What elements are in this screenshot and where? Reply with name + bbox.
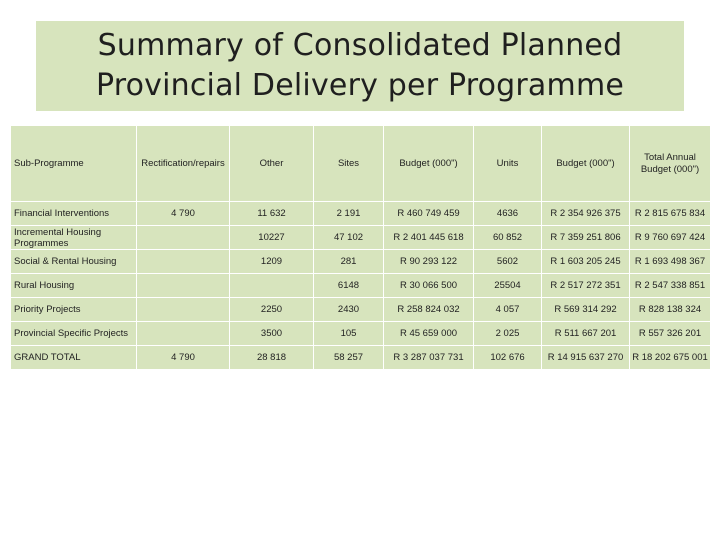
row-label: Rural Housing [11, 274, 137, 298]
cell-sites: 58 257 [314, 346, 384, 370]
cell-sites: 2430 [314, 298, 384, 322]
row-label: Incremental Housing Programmes [11, 226, 137, 250]
cell-other: 11 632 [230, 202, 314, 226]
header-total-annual-budget: Total Annual Budget (000") [630, 126, 711, 202]
slide-title-line-1: Summary of Consolidated Planned [97, 28, 623, 63]
cell-units-budget: R 14 915 637 270 [542, 346, 630, 370]
cell-other: 2250 [230, 298, 314, 322]
cell-sites-budget: R 45 659 000 [384, 322, 474, 346]
cell-rectification [137, 250, 230, 274]
cell-units: 60 852 [474, 226, 542, 250]
cell-rectification [137, 322, 230, 346]
programme-summary-table [10, 125, 711, 370]
slide-title-line-2: Provincial Delivery per Programme [95, 68, 625, 103]
cell-total-budget: R 828 138 324 [630, 298, 711, 322]
row-label: Provincial Specific Projects [11, 322, 137, 346]
cell-total-budget: R 18 202 675 001 [630, 346, 711, 370]
table-row [11, 322, 711, 346]
cell-sites: 6148 [314, 274, 384, 298]
cell-other: 3500 [230, 322, 314, 346]
header-units-budget: Budget (000") [542, 126, 630, 202]
cell-sites-budget: R 258 824 032 [384, 298, 474, 322]
cell-sites: 47 102 [314, 226, 384, 250]
cell-sites: 2 191 [314, 202, 384, 226]
row-label: Financial Interventions [11, 202, 137, 226]
cell-other [230, 274, 314, 298]
header-sub-programme: Sub-Programme [11, 126, 137, 202]
header-sites: Sites [314, 126, 384, 202]
cell-units-budget: R 569 314 292 [542, 298, 630, 322]
cell-units: 102 676 [474, 346, 542, 370]
cell-sites: 105 [314, 322, 384, 346]
table-row [11, 298, 711, 322]
table-header-row [11, 126, 711, 202]
cell-other: 10227 [230, 226, 314, 250]
cell-rectification [137, 274, 230, 298]
cell-units: 5602 [474, 250, 542, 274]
cell-total-budget: R 2 547 338 851 [630, 274, 711, 298]
cell-rectification [137, 298, 230, 322]
header-units: Units [474, 126, 542, 202]
cell-units: 2 025 [474, 322, 542, 346]
slide-title-box [36, 21, 684, 111]
cell-total-budget: R 557 326 201 [630, 322, 711, 346]
cell-rectification: 4 790 [137, 202, 230, 226]
cell-sites-budget: R 460 749 459 [384, 202, 474, 226]
cell-sites-budget: R 2 401 445 618 [384, 226, 474, 250]
table-row [11, 202, 711, 226]
cell-units: 4 057 [474, 298, 542, 322]
cell-rectification [137, 226, 230, 250]
cell-sites-budget: R 3 287 037 731 [384, 346, 474, 370]
row-label: Priority Projects [11, 298, 137, 322]
cell-units-budget: R 511 667 201 [542, 322, 630, 346]
cell-units-budget: R 2 354 926 375 [542, 202, 630, 226]
cell-other: 28 818 [230, 346, 314, 370]
cell-units-budget: R 1 603 205 245 [542, 250, 630, 274]
cell-total-budget: R 9 760 697 424 [630, 226, 711, 250]
header-sites-budget: Budget (000") [384, 126, 474, 202]
cell-units-budget: R 7 359 251 806 [542, 226, 630, 250]
cell-units-budget: R 2 517 272 351 [542, 274, 630, 298]
row-label: Social & Rental Housing [11, 250, 137, 274]
cell-total-budget: R 1 693 498 367 [630, 250, 711, 274]
row-label: GRAND TOTAL [11, 346, 137, 370]
cell-sites: 281 [314, 250, 384, 274]
table-row [11, 226, 711, 250]
table-row [11, 274, 711, 298]
cell-units: 25504 [474, 274, 542, 298]
cell-rectification: 4 790 [137, 346, 230, 370]
cell-sites-budget: R 90 293 122 [384, 250, 474, 274]
cell-sites-budget: R 30 066 500 [384, 274, 474, 298]
table-row [11, 250, 711, 274]
cell-total-budget: R 2 815 675 834 [630, 202, 711, 226]
cell-units: 4636 [474, 202, 542, 226]
cell-other: 1209 [230, 250, 314, 274]
table-row-grand-total [11, 346, 711, 370]
header-rectification-repairs: Rectification/repairs [137, 126, 230, 202]
header-other: Other [230, 126, 314, 202]
